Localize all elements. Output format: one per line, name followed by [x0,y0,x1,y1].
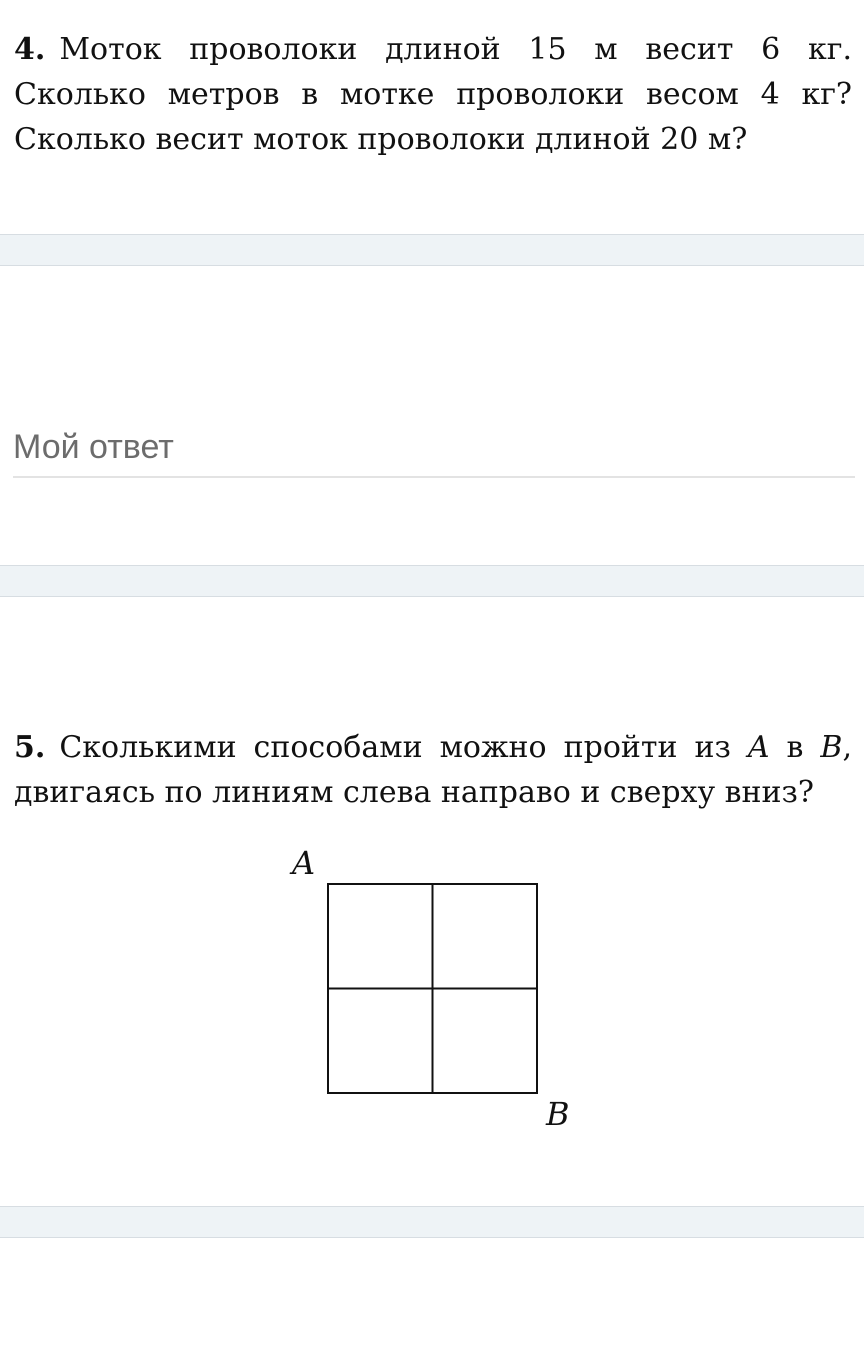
point-a-label: A [747,730,770,765]
problem-4-statement: Моток проволоки длиной 15 м весит 6 кг. Сколько метров в мотке проволоки весом 4 кг? Сколько весит моток проволоки длиной 20 м? [14,32,852,157]
section-divider [0,234,864,266]
section-divider [0,565,864,597]
answer-field[interactable] [13,418,855,478]
problem-5-text [14,725,852,815]
grid-figure [288,842,588,1142]
answer-input[interactable] [13,418,855,476]
problem-5-statement-end: , двигаясь по линиям слева направо и сверху вниз? [14,730,852,810]
figure-label-b: B [546,1095,570,1133]
problem-4-number: 4. [14,32,46,67]
problem-4-text [14,27,852,162]
problem-5-statement-mid: в [769,730,821,765]
problem-5-number: 5. [14,730,46,765]
grid-lines [328,884,537,1093]
point-b-label: B [820,730,843,765]
section-divider [0,1206,864,1238]
figure-label-a: A [292,844,316,882]
problem-5-statement-start: Сколькими способами можно пройти из [59,730,748,765]
